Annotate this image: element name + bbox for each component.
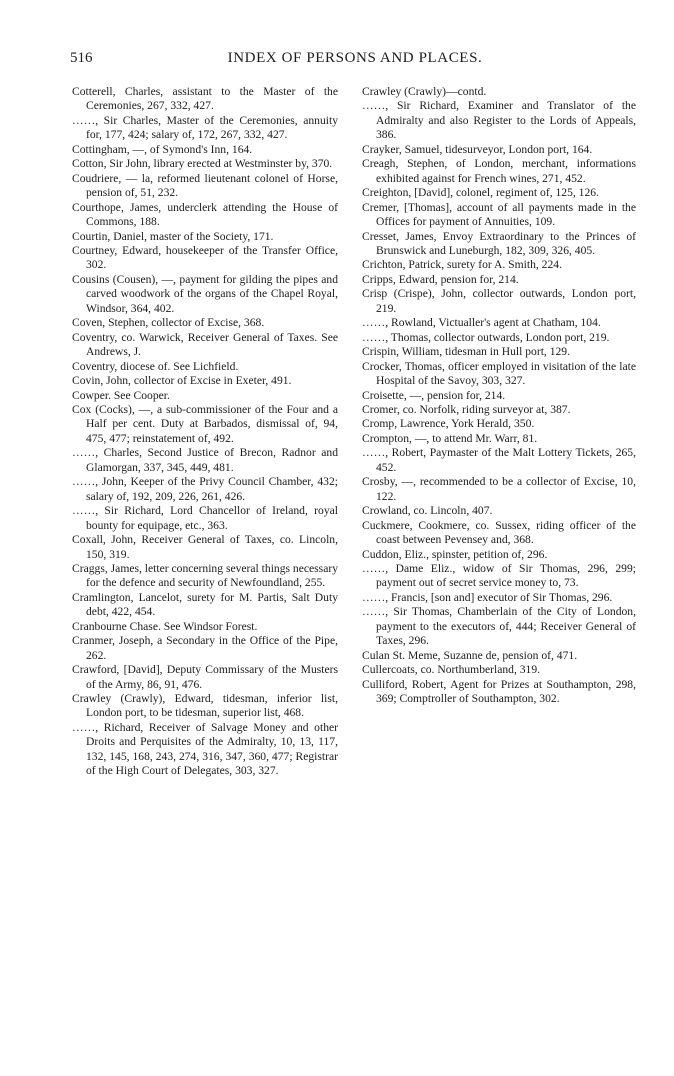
index-entry-text: ……, Robert, Paymaster of the Malt Lottery Tickets, 265, 452. [362, 446, 636, 474]
index-entry [362, 316, 636, 330]
index-column-left [72, 85, 338, 779]
index-entry [362, 649, 636, 663]
index-entry-text: Coventry, co. Warwick, Receiver General of Taxes. See Andrews, J. [72, 330, 338, 359]
index-entry-text: Coxall, John, Receiver General of Taxes, co. Lincoln, 150, 319. [72, 533, 338, 561]
index-entry-text: Cromp, Lawrence, York Herald, 350. [362, 417, 535, 431]
index-entry [362, 403, 636, 417]
index-entry [362, 201, 636, 230]
index-entry-text: Cotton, Sir John, library erected at Westminster by, 370. [72, 157, 333, 171]
index-entry-text: Crawford, [David], Deputy Commissary of the Musters of the Army, 86, 91, 476. [72, 663, 338, 691]
index-entry [72, 172, 338, 201]
page-title: INDEX OF PERSONS AND PLACES. [227, 50, 483, 66]
index-entry [362, 504, 636, 518]
index-entry [72, 389, 338, 403]
index-entry-text: ……, Sir Charles, Master of the Ceremonies, annuity for, 177, 424; salary of, 172, 267, 332, 427. [72, 113, 338, 142]
index-entry-text: Crowland, co. Lincoln, 407. [362, 504, 493, 518]
index-entry [72, 114, 338, 143]
index-entry-text: Cranbourne Chase. See Windsor Forest. [72, 619, 258, 633]
index-entry [362, 562, 636, 591]
index-entry [72, 533, 338, 562]
index-entry [72, 201, 338, 230]
index-entry [362, 389, 636, 403]
index-entry [362, 678, 636, 707]
index-entry [72, 475, 338, 504]
index-entry [72, 244, 338, 273]
index-entry-text: Crawley (Crawly)—contd. [362, 85, 487, 98]
index-entry-text: Cresset, James, Envoy Extraordinary to the Princes of Brunswick and Luneburgh, 182, 309, 326, 405. [362, 229, 636, 257]
index-entry [362, 287, 636, 316]
index-entry-text: ……, Thomas, collector outwards, London port, 219. [362, 330, 610, 344]
index-entry-text: Craggs, James, letter concerning several things necessary for the defence and security of Newfoundland, 255. [72, 561, 338, 590]
index-entry-text: ……, Rowland, Victualler's agent at Chatham, 104. [362, 316, 601, 330]
index-entry-text: ……, Sir Richard, Lord Chancellor of Ireland, royal bounty for equipage, etc., 363. [72, 504, 338, 532]
index-entry [362, 258, 636, 272]
index-entry-text: Courtin, Daniel, master of the Society, 171. [72, 229, 274, 243]
index-entry-text: Crisp (Crispe), John, collector outwards, London port, 219. [362, 287, 636, 315]
index-entry [362, 143, 636, 157]
index-entry-text: ……, John, Keeper of the Privy Council Chamber, 432; salary of, 192, 209, 226, 261, 426. [72, 475, 338, 503]
index-entry-text: Creighton, [David], colonel, regiment of, 125, 126. [362, 186, 599, 200]
index-entry [72, 331, 338, 360]
index-entry-text: Creagh, Stephen, of London, merchant, informations exhibited against for French wines, 271, 452. [362, 157, 636, 185]
index-entry-text: Crosby, —, recommended to be a collector of Excise, 10, 122. [362, 475, 636, 503]
index-entry [362, 186, 636, 200]
index-entry-text: Crawley (Crawly), Edward, tidesman, inferior list, London port, to be tidesman, superior list, 468. [72, 692, 338, 720]
index-entry-text: ……, Francis, [son and] executor of Sir Thomas, 296. [362, 590, 613, 604]
index-entry-text: Cuddon, Eliz., spinster, petition of, 296. [362, 547, 548, 561]
index-entry-text: Cremer, [Thomas], account of all payments made in the Offices for payment of Annuities, 109. [362, 200, 636, 229]
index-entry-text: Coventry, diocese of. See Lichfield. [72, 359, 239, 373]
index-entry-text: Cowper. See Cooper. [72, 388, 170, 402]
index-entry [72, 157, 338, 171]
index-entry [362, 157, 636, 186]
index-entry [362, 230, 636, 259]
index-entry [72, 230, 338, 244]
index-entry [72, 143, 338, 157]
index-entry [362, 360, 636, 389]
index-entry [362, 99, 636, 142]
page-header [70, 50, 640, 70]
index-entry [362, 519, 636, 548]
page-number: 516 [70, 50, 93, 66]
index-entry-text: Crocker, Thomas, officer employed in visitation of the late Hospital of the Savoy, 303, 327. [362, 359, 636, 388]
index-column-right [362, 85, 636, 706]
index-entry [72, 446, 338, 475]
index-entry-text: Cottingham, —, of Symond's Inn, 164. [72, 142, 253, 156]
index-entry-text: Crayker, Samuel, tidesurveyor, London port, 164. [362, 142, 593, 156]
index-entry-text: Cousins (Cousen), —, payment for gilding the pipes and carved woodwork of the organs of the Chapel Royal, Windsor, 364, 402. [72, 272, 338, 315]
index-entry-text: Coudriere, — la, reformed lieutenant colonel of Horse, pension of, 51, 232. [72, 171, 338, 200]
index-entry [72, 360, 338, 374]
index-entry [72, 273, 338, 316]
index-entry [362, 432, 636, 446]
index-entry-text: Cotterell, Charles, assistant to the Master of the Ceremonies, 267, 332, 427. [72, 85, 338, 113]
index-entry-text: Culliford, Robert, Agent for Prizes at Southampton, 298, 369; Comptroller of Southampton, 302. [362, 677, 636, 706]
index-entry [362, 475, 636, 504]
index-entry [72, 663, 338, 692]
index-entry-text: Coven, Stephen, collector of Excise, 368. [72, 316, 265, 330]
index-entry-text: Covin, John, collector of Excise in Exeter, 491. [72, 374, 292, 388]
index-entry-text: Cullercoats, co. Northumberland, 319. [362, 663, 541, 677]
index-entry [362, 85, 636, 99]
index-entry-text: Cromer, co. Norfolk, riding surveyor at, 387. [362, 402, 571, 416]
index-entry-text: Cox (Cocks), —, a sub-commissioner of the Four and a Half per cent. Duty at Barbados, dismissal of, 94, 475, 477; reinstatement of, 492. [72, 402, 338, 445]
index-entry [72, 316, 338, 330]
index-entry-text: ……, Dame Eliz., widow of Sir Thomas, 296, 299; payment out of secret service money to, 73. [362, 561, 636, 590]
index-entry [72, 692, 338, 721]
index-entry-text: Courtney, Edward, housekeeper of the Transfer Office, 302. [72, 243, 338, 272]
index-entry [362, 345, 636, 359]
index-entry-text: Culan St. Meme, Suzanne de, pension of, 471. [362, 648, 578, 662]
index-entry-text: Cripps, Edward, pension for, 214. [362, 272, 519, 286]
index-entry [362, 605, 636, 648]
index-entry [362, 591, 636, 605]
index-entry-text: Crompton, —, to attend Mr. Warr, 81. [362, 431, 538, 445]
index-entry-text: ……, Charles, Second Justice of Brecon, Radnor and Glamorgan, 337, 345, 449, 481. [72, 446, 338, 474]
index-entry [72, 634, 338, 663]
index-entry [362, 273, 636, 287]
index-entry [72, 721, 338, 779]
index-entry-text: Courthope, James, underclerk attending the House of Commons, 188. [72, 200, 338, 229]
index-entry [72, 374, 338, 388]
index-entry-text: Crichton, Patrick, surety for A. Smith, 224. [362, 258, 562, 272]
index-entry [362, 446, 636, 475]
index-entry [72, 403, 338, 446]
index-entry [72, 85, 338, 114]
index-entry-text: Crispin, William, tidesman in Hull port, 129. [362, 345, 570, 359]
index-entry [362, 548, 636, 562]
index-entry-text: ……, Richard, Receiver of Salvage Money and other Droits and Perquisites of the Admiralty, 10, 13, 117, 132, 145, 168, 243, 274, 316, 347, 360, 477; Registrar of the High Court of Delegates, 303, 327. [72, 720, 338, 778]
index-entry-text: Cranmer, Joseph, a Secondary in the Office of the Pipe, 262. [72, 634, 338, 662]
index-entry [72, 562, 338, 591]
index-entry-text: ……, Sir Thomas, Chamberlain of the City of London, payment to the executors of, 444; Receiver General of Taxes, 296. [362, 605, 636, 648]
index-entry [72, 591, 338, 620]
index-entry [72, 504, 338, 533]
index-entry [362, 663, 636, 677]
index-entry-text: ……, Sir Richard, Examiner and Translator of the Admiralty and also Register to the Lords of Appeals, 386. [362, 99, 636, 142]
index-entry [362, 331, 636, 345]
index-entry [362, 417, 636, 431]
index-entry-text: Croisette, —, pension for, 214. [362, 388, 506, 402]
index-entry-text: Cuckmere, Cookmere, co. Sussex, riding officer of the coast between Pevensey and, 368. [362, 518, 636, 547]
index-entry [72, 620, 338, 634]
index-entry-text: Cramlington, Lancelot, surety for M. Partis, Salt Duty debt, 422, 454. [72, 590, 338, 619]
